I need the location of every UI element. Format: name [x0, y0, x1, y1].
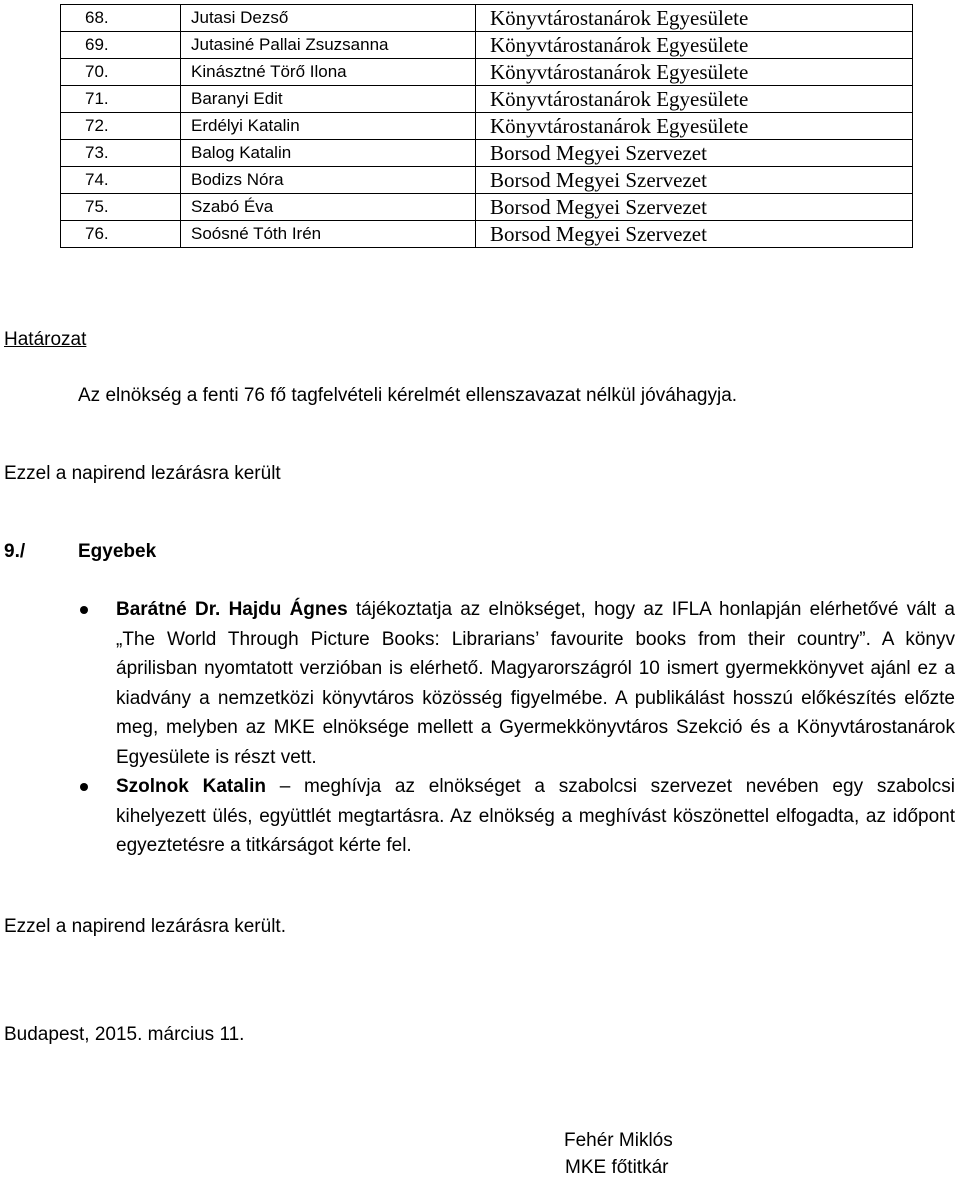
agenda-closed-note-1: Ezzel a napirend lezárásra került — [4, 463, 281, 484]
member-name: Soósné Tóth Irén — [181, 221, 476, 248]
member-organization: Borsod Megyei Szervezet — [476, 167, 913, 194]
table-row — [61, 167, 913, 194]
member-name: Balog Katalin — [181, 140, 476, 167]
member-number: 70. — [61, 59, 181, 86]
signatory-title: MKE főtitkár — [565, 1157, 669, 1178]
member-organization: Könyvtárostanárok Egyesülete — [476, 86, 913, 113]
place-and-date: Budapest, 2015. március 11. — [4, 1024, 245, 1045]
speaker-name: Barátné Dr. Hajdu Ágnes — [116, 599, 348, 620]
member-name: Jutasiné Pallai Zsuzsanna — [181, 32, 476, 59]
resolution-text: Az elnökség a fenti 76 fő tagfelvételi kérelmét ellenszavazat nélkül jóváhagyja. — [78, 385, 738, 406]
member-name: Bodizs Nóra — [181, 167, 476, 194]
member-name: Jutasi Dezső — [181, 5, 476, 32]
member-number: 73. — [61, 140, 181, 167]
section-number: 9./ — [4, 541, 26, 562]
section-title: Egyebek — [78, 541, 157, 562]
table-row — [61, 59, 913, 86]
member-number: 72. — [61, 113, 181, 140]
table-row — [61, 5, 913, 32]
item-text: tájékoztatja az elnökséget, hogy az IFLA honlapján elérhetővé vált a „The World Through Picture Books: Librarians’ favourite books from their country”. A könyv áprilisban nyomtatott verzióban is elérhető. Magyarországról 10 ismert gyermekkönyvet ajánl ez a kiadvány a nemzetközi könyvtáros közösség figyelmébe. A publikálást hosszú előkészítés előzte meg, melyben az MKE elnöksége mellett a Gyermekkönyvtáros Szekció és a Könyvtárostanárok Egyesülete is részt vett. — [116, 599, 956, 768]
member-organization: Könyvtárostanárok Egyesülete — [476, 113, 913, 140]
member-name: Kinásztné Törő Ilona — [181, 59, 476, 86]
member-organization: Könyvtárostanárok Egyesülete — [476, 5, 913, 32]
table-row — [61, 221, 913, 248]
member-number: 69. — [61, 32, 181, 59]
member-name: Szabó Éva — [181, 194, 476, 221]
table-row — [61, 86, 913, 113]
agenda-closed-note-2: Ezzel a napirend lezárásra került. — [4, 916, 286, 937]
table-row — [61, 113, 913, 140]
member-number: 75. — [61, 194, 181, 221]
signatory-name: Fehér Miklós — [564, 1130, 673, 1151]
other-items-list — [116, 595, 955, 861]
member-number: 76. — [61, 221, 181, 248]
list-item — [116, 595, 955, 772]
member-organization: Borsod Megyei Szervezet — [476, 221, 913, 248]
member-name: Erdélyi Katalin — [181, 113, 476, 140]
member-table — [60, 4, 913, 248]
member-number: 71. — [61, 86, 181, 113]
list-item — [116, 772, 955, 861]
member-organization: Könyvtárostanárok Egyesülete — [476, 59, 913, 86]
member-organization: Borsod Megyei Szervezet — [476, 140, 913, 167]
speaker-name: Szolnok Katalin — [116, 776, 266, 797]
member-organization: Könyvtárostanárok Egyesülete — [476, 32, 913, 59]
member-number: 74. — [61, 167, 181, 194]
table-row — [61, 194, 913, 221]
member-number: 68. — [61, 5, 181, 32]
member-organization: Borsod Megyei Szervezet — [476, 194, 913, 221]
resolution-heading: Határozat — [4, 329, 87, 350]
table-row — [61, 32, 913, 59]
member-name: Baranyi Edit — [181, 86, 476, 113]
item-text: – meghívja az elnökséget a szabolcsi szervezet nevében egy szabolcsi kihelyezett ülés, együttlét megtartásra. Az elnökség a meghívást köszönettel elfogadta, az időpont egyeztetésre a titkárságot kérte fel. — [116, 776, 955, 856]
table-row — [61, 140, 913, 167]
